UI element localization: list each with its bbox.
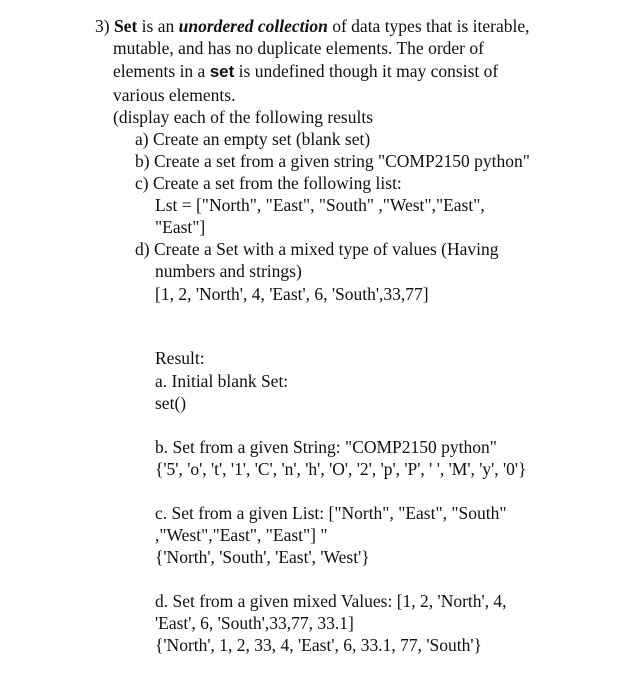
- task-d-line-2: numbers and strings): [155, 261, 302, 281]
- result-d-label-1: d. Set from a given mixed Values: [1, 2, 'North', 4,: [155, 591, 507, 611]
- result-c-value: {'North', 'South', 'East', 'West'}: [155, 547, 370, 567]
- question-line-3: [113, 60, 498, 83]
- result-c-label-1: c. Set from a given List: ["North", "East", "South": [155, 503, 507, 523]
- task-c-line-1: c) Create a set from the following list:: [135, 173, 402, 193]
- question-text: is undefined though it may consist of: [234, 61, 499, 81]
- task-c-line-2: Lst = ["North", "East", "South" ,"West","East",: [155, 195, 485, 215]
- result-heading: Result:: [155, 348, 205, 368]
- task-b: b) Create a set from a given string "COMP2150 python": [135, 151, 530, 171]
- result-a-label: a. Initial blank Set:: [155, 371, 289, 391]
- question-text: is an: [137, 16, 179, 36]
- task-d-line-1: d) Create a Set with a mixed type of values (Having: [135, 239, 499, 259]
- result-c-label-2: ,"West","East", "East"] ": [155, 525, 328, 545]
- task-c-line-3: "East"]: [155, 217, 206, 237]
- question-line-1: [95, 15, 530, 37]
- result-b-value: {'5', 'o', 't', '1', 'C', 'n', 'h', 'O', '2', 'p', 'P', ' ', 'M', 'y', '0'}: [155, 459, 527, 479]
- task-a: a) Create an empty set (blank set): [135, 129, 371, 149]
- set-code-keyword: set: [209, 62, 235, 81]
- question-text: of data types that is iterable,: [327, 16, 530, 36]
- result-a-value: set(): [155, 393, 187, 413]
- result-d-label-2: 'East', 6, 'South',33,77, 33.1]: [155, 613, 354, 633]
- result-d-value: {'North', 1, 2, 33, 4, 'East', 6, 33.1, 77, 'South'}: [155, 635, 482, 655]
- question-line-5: (display each of the following results: [113, 107, 374, 127]
- result-b-label: b. Set from a given String: "COMP2150 python": [155, 437, 497, 457]
- question-line-4: various elements.: [113, 85, 236, 105]
- set-keyword: Set: [113, 16, 138, 36]
- question-line-2: mutable, and has no duplicate elements. The order of: [113, 38, 484, 58]
- task-d-line-3: [1, 2, 'North', 4, 'East', 6, 'South',33,77]: [155, 284, 429, 304]
- question-number: 3): [95, 16, 110, 36]
- question-text: elements in a: [113, 61, 210, 81]
- unordered-collection-emphasis: unordered collection: [178, 16, 328, 36]
